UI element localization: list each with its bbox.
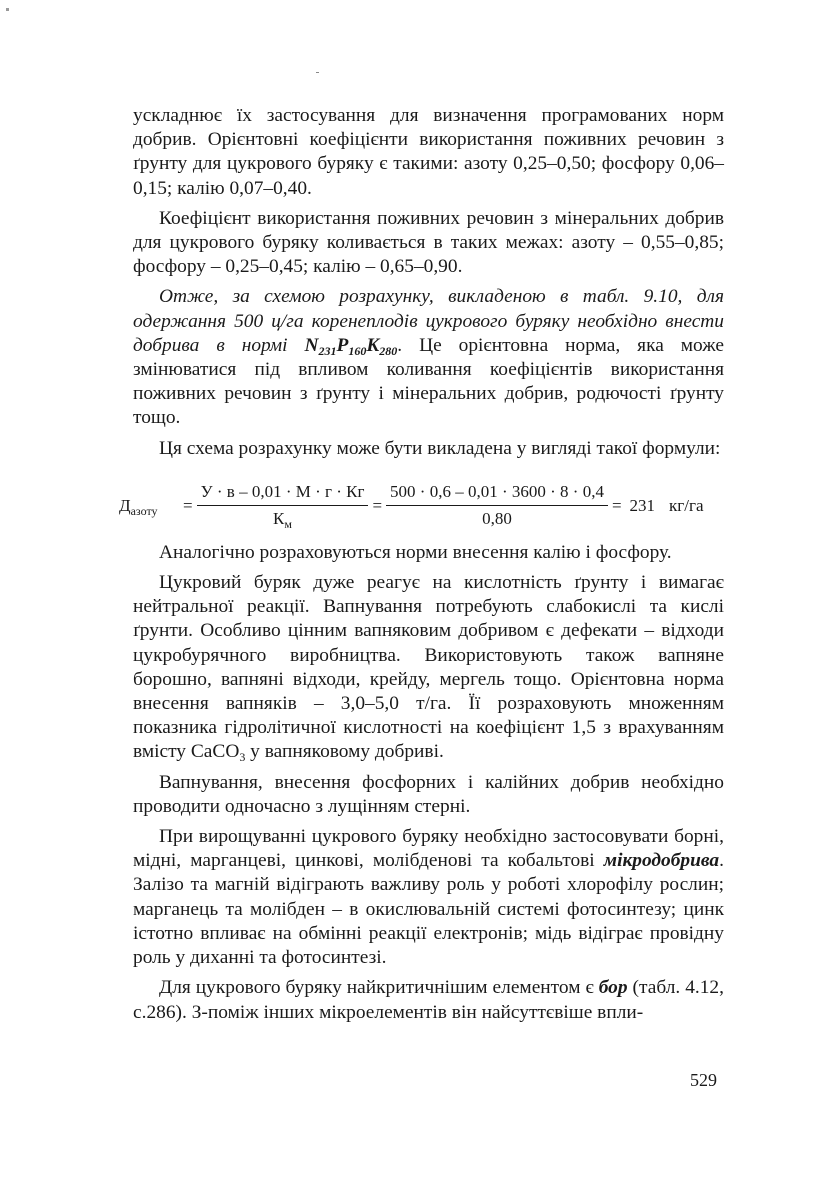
term-boron: бор xyxy=(598,977,628,999)
paragraph-2: Коефіцієнт використання поживних речовин з мінеральних добрив для цукрового буряку коливається в таких межах: азоту – 0,55–0,85; фосфору – 0,25–0,45; калію – 0,65–0,90. xyxy=(133,207,724,278)
npk-k: $K_{280}$ xyxy=(366,334,398,358)
formula-general-fraction xyxy=(197,482,369,532)
paragraph-7: Вапнування, внесення фосфорних і калійних добрив необхідно проводити одночасно з лущінням стерні. xyxy=(133,771,724,817)
formula-general-denominator: $К_м$ xyxy=(273,509,292,532)
formula-numeric-numerator: 500 · 0,6 – 0,01 · 3600 · 8 · 0,4 xyxy=(386,482,608,506)
scan-mark xyxy=(6,8,9,11)
formula-numeric-fraction xyxy=(386,482,608,529)
npk-p: $P_{160}$ xyxy=(336,334,367,358)
paragraph-3 xyxy=(133,285,724,430)
paragraph-3-italic: Отже, за схемою розрахунку, викладеною в табл. 9.10, для одержання 500 ц/га коренеплодів цукрового буряку необхідно внести добрива в нормі xyxy=(133,286,724,356)
nitrogen-formula xyxy=(119,477,724,535)
page-body xyxy=(119,104,724,1025)
term-microfertilizers: мікродобрива xyxy=(603,850,720,872)
formula-numeric-denominator: 0,80 xyxy=(482,509,512,529)
paragraph-4: Ця схема розрахунку може бути викладена у вигляді такої формули: xyxy=(159,437,721,459)
paragraph-3-rest: . Це орієнтовна норма, яка може змінюватися під впливом коливання коефіцієнтів використання поживних речовин з ґрунту і мінеральних добрив, родючості ґрунту тощо. xyxy=(133,334,724,429)
formula-equals-1: = xyxy=(183,495,193,515)
formula-equals-2: = xyxy=(372,495,383,515)
paragraph-1: ускладнює їх застосування для визначення програмованих норм добрив. Орієнтовні коефіцієнти використання поживних речовин з ґрунту для цукрового буряку є такими: азоту 0,25–0,50; фосфору 0,06–0,15; калію 0,07–0,40. xyxy=(133,105,724,199)
formula-lhs: $Д_{азоту}$ xyxy=(119,495,158,518)
formula-equals-3: = xyxy=(611,495,622,515)
formula-general-numerator: У · в – 0,01 · М · г · Кг xyxy=(197,482,369,506)
page-number: 529 xyxy=(690,1070,717,1090)
formula-result: 231 xyxy=(629,495,656,515)
scan-speck xyxy=(316,72,319,73)
npk-n: $N_{231}$ xyxy=(304,334,337,358)
paragraph-5: Аналогічно розраховуються норми внесення калію і фосфору. xyxy=(159,541,672,563)
paragraph-8: При вирощуванні цукрового буряку необхідно застосовувати борні, мідні, марганцеві, цинкові, молібденові та кобальтові мікродобрива. Залізо та магній відіграють важливу роль у роботі хлорофілу рослин; марганець та молібден – в окислювальній системі фотосинтезу; цинк істотно впливає на обмінні реакції електронів; мідь відіграє провідну роль у диханні та фотосинтезі. xyxy=(133,826,724,969)
paragraph-6: Цукровий буряк дуже реагує на кислотність ґрунту і вимагає нейтральної реакції. Вапнування потребують слабокислі та кислі ґрунти. Особливо цінним вапняковим добривом є дефекати – відходи цукробурячного виробництва. Використовують також вапняне борошно, вапняні відходи, крейду, мергель тощо. Орієнтовна норма внесення вапняків – 3,0–5,0 т/га. Її розраховують множенням показника гідролітичної кислотності на коефіцієнт 1,5 з врахуванням вмісту СаСО$_3$ у вапняковому добриві. xyxy=(133,572,724,765)
formula-unit: кг/га xyxy=(669,495,704,515)
paragraph-9: Для цукрового буряку найкритичнішим елементом є бор (табл. 4.12, с.286). З-поміж інших мікроелементів він найсуттєвіше впли- xyxy=(133,977,724,1023)
